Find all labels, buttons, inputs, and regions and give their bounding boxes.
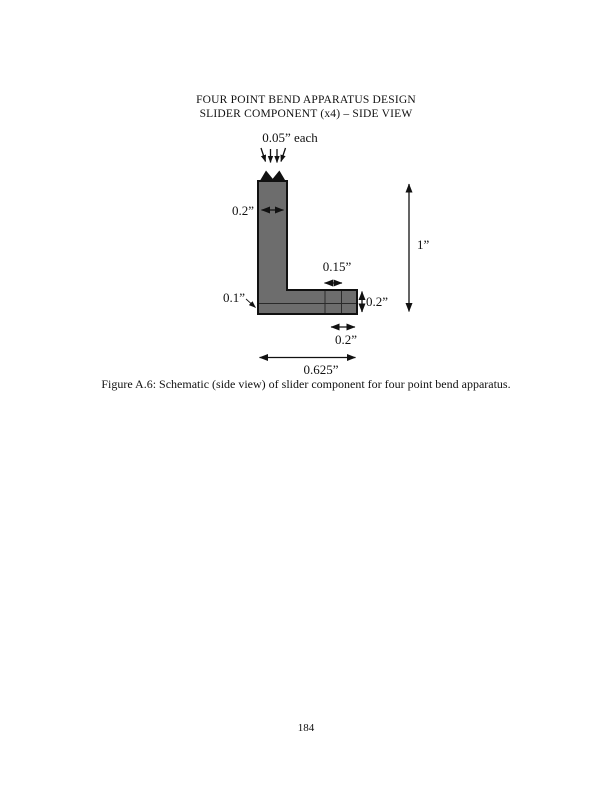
dimension-label-step-width: 0.15” (322, 259, 352, 274)
figure-title-line2: SLIDER COMPONENT (x4) – SIDE VIEW (199, 108, 413, 120)
dimension-label-foot-height: 0.2” (366, 294, 389, 309)
page-number: 184 (297, 722, 315, 734)
dimension-label-foot-width: 0.2” (334, 332, 358, 347)
dimension-label-base-plate: 0.1” (222, 290, 245, 305)
dimension-label-base-width: 0.625” (303, 362, 339, 377)
dimension-label-column-width: 0.2” (231, 203, 254, 218)
slider-body-shape (258, 181, 357, 314)
figure-title-line1: FOUR POINT BEND APPARATUS DESIGN (196, 94, 416, 106)
figure-caption: Figure A.6: Schematic (side view) of slider component for four point bend apparatus. (101, 377, 511, 391)
dimension-label-overall-height: 1” (417, 237, 430, 252)
load-arrow-icon (281, 148, 286, 162)
load-arrow-icon (261, 148, 266, 162)
top-notch-shape (260, 171, 286, 182)
leader-arrow-base-plate (246, 299, 256, 308)
dimension-label-load: 0.05” each (262, 130, 318, 145)
